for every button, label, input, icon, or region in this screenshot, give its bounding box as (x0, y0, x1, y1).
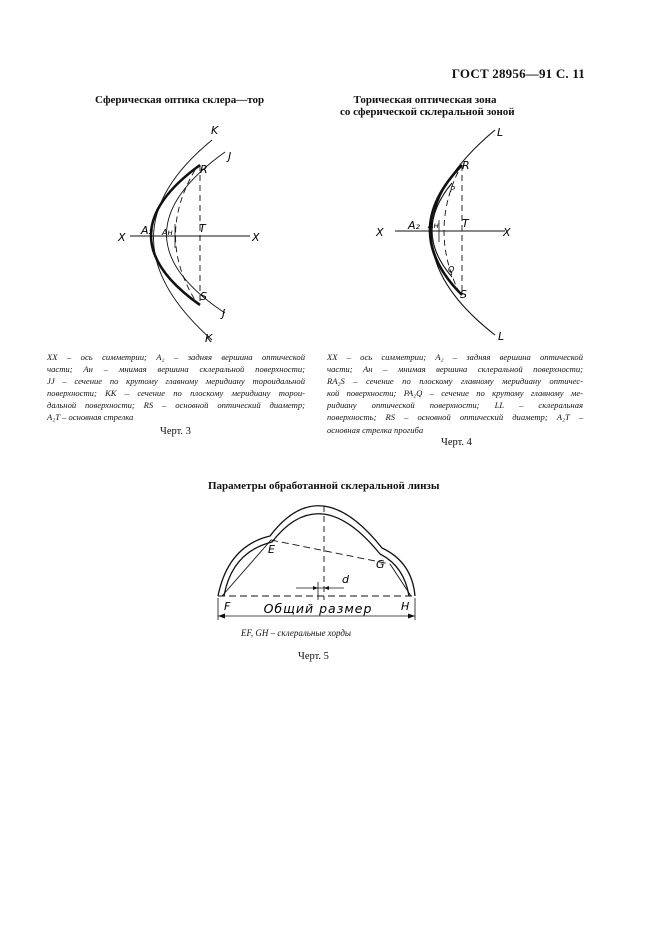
figure3-title: Сферическая оптика склера—тор (95, 94, 265, 106)
label-x-left: X (118, 231, 126, 244)
figure4-legend (327, 351, 583, 436)
legend-line: поверхность; RS – основной оптический диаметр; A₂T – (327, 412, 583, 423)
label-h: H (401, 600, 410, 613)
figure3-caption: Черт. 3 (160, 426, 191, 437)
label-r: R (200, 163, 208, 176)
figure4-title-line1: Торическая оптическая зона (353, 94, 497, 106)
label-x-right: X (503, 226, 511, 239)
label-j-bottom: J (222, 307, 226, 320)
optical-arc-rs (430, 165, 462, 295)
legend-line: части; Aн – мнимая вершина склеральной поверхности; (47, 364, 305, 375)
overall-size-label: Общий размер (263, 601, 373, 616)
size-arrow-right (408, 614, 415, 619)
figure5-legend: EF, GH – склеральные хорды (241, 628, 351, 638)
legend-line: JJ – сечение по крутому главному меридиану тороидальной (47, 376, 305, 387)
label-k-bottom: K (205, 332, 213, 345)
lens-inner-contour (224, 514, 409, 596)
label-an: Aн (428, 221, 439, 230)
legend-line: кой поверхности; PA₂Q – сечение по крутому главному ме- (327, 388, 583, 399)
eg-dashed-line (271, 540, 390, 564)
label-d: d (342, 573, 349, 586)
label-j-top: J (228, 150, 232, 163)
label-t: T (462, 217, 469, 230)
dashed-inner-arc (176, 170, 196, 300)
label-p: P (450, 185, 455, 194)
label-r: R (462, 159, 470, 172)
legend-line: A₂T – основная стрелка (47, 412, 134, 423)
label-a2: A₂ (141, 224, 153, 237)
figure4-caption: Черт. 4 (441, 437, 472, 448)
figure5-title: Параметры обработанной склеральной линзы (208, 480, 440, 492)
label-x-left: X (376, 226, 384, 239)
figure5-caption: Черт. 5 (298, 651, 329, 662)
legend-line: XX – ось симметрии; A₂ – задняя вершина оптической (47, 352, 305, 362)
figure3-legend (47, 351, 305, 424)
d-arrow-right (324, 586, 329, 590)
pq-steep-arc (432, 183, 455, 277)
legend-line: части; Aн – мнимая вершина склеральной поверхности; (327, 364, 583, 375)
label-s: S (200, 290, 207, 303)
label-a2: A₂ (408, 219, 420, 232)
chord-gh (390, 564, 411, 596)
figure4-title (340, 94, 515, 118)
d-arrow-left (313, 586, 318, 590)
size-arrow-left (218, 614, 225, 619)
label-l-bottom: L (498, 330, 505, 343)
label-q: Q (448, 265, 455, 274)
label-l-top: L (497, 126, 504, 139)
label-e: E (268, 543, 275, 556)
legend-line: RA₂S – сечение по плоскому главному меридиану оптичес- (327, 376, 583, 387)
label-f: F (224, 600, 231, 613)
optical-arc-rs (151, 165, 200, 305)
legend-line: ридиану оптической поверхности; LL – склеральная (327, 400, 583, 411)
figure5-diagram (205, 500, 435, 625)
legend-line: основная стрелка прогиба (327, 424, 424, 435)
label-x-right: X (252, 231, 260, 244)
label-t: T (199, 222, 206, 235)
chord-ef (222, 540, 271, 596)
figure4-diagram (370, 118, 530, 348)
label-g: G (376, 558, 385, 571)
label-an: Aн (162, 228, 173, 237)
legend-line: XX – ось симметрии; A₂ – задняя вершина оптической (327, 352, 583, 362)
label-k-top: K (211, 124, 219, 137)
standard-header: ГОСТ 28956—91 С. 11 (451, 66, 585, 81)
legend-line: поверхности; KK – сечение по плоскому меридиану торои- (47, 388, 305, 399)
label-s: S (460, 288, 467, 301)
legend-line: дальной поверхности; RS – основной оптический диаметр; (47, 400, 305, 411)
figure3-diagram (100, 118, 300, 348)
figure4-title-line2: со сферической склеральной зоной (340, 106, 515, 118)
lens-outer-contour (218, 506, 415, 596)
